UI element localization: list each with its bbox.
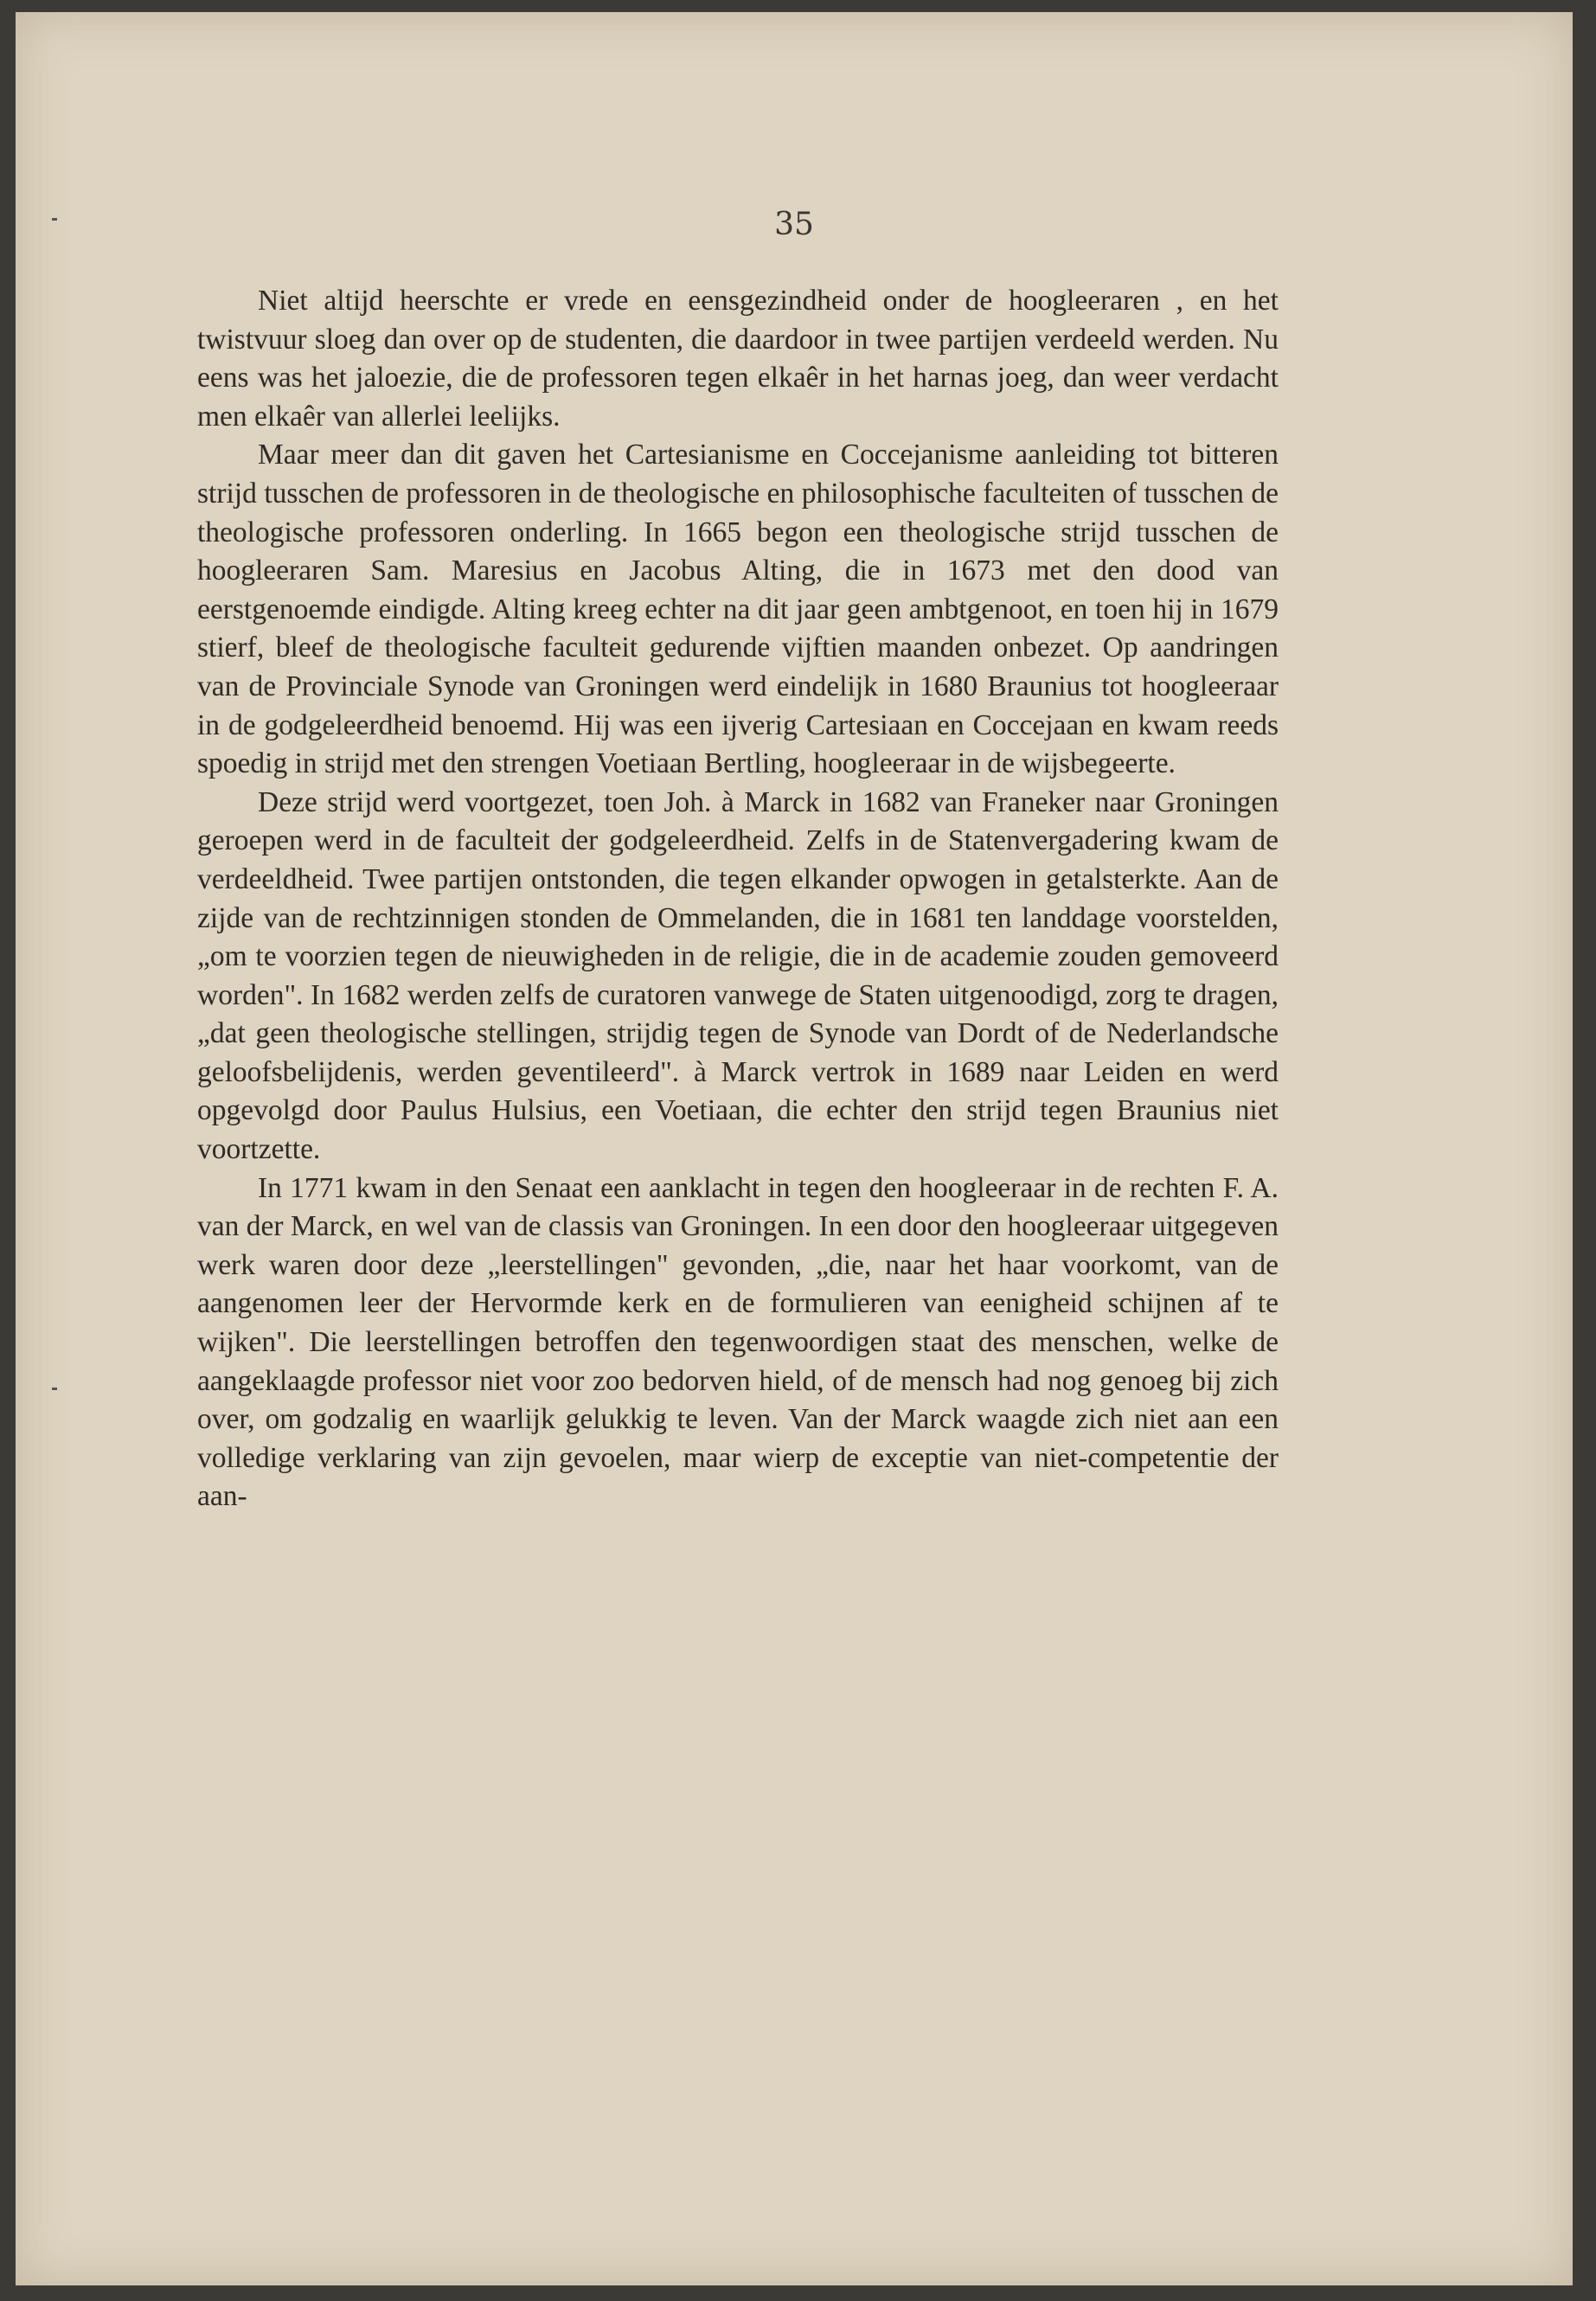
paragraph: Deze strijd werd voortgezet, toen Joh. à Marck in 1682 van Franeker naar Groningen geroepen werd in de faculteit der godgeleerdheid. Zelfs in de Statenvergadering kwam de verdeeldheid. Twee partijen ontstonden, die tegen elkander opwogen in getalsterkte. Aan de zijde van de rechtzinnigen stonden de Ommelanden, die in 1681 ten landdage voorstelden, „om te voorzien tegen de nieuwigheden in de religie, die in de academie zouden gemoveerd worden". In 1682 werden zelfs de curatoren vanwege de Staten uitgenoodigd, zorg te dragen, „dat geen theologische stellingen, strijdig tegen de Synode van Dordt of de Nederlandsche geloofsbelijdenis, werden geventileerd". à Marck vertrok in 1689 naar Leiden en werd opgevolgd door Paulus Hulsius, een Voetiaan, die echter den strijd tegen Braunius niet voortzette. xyxy=(197,785,1279,1166)
body-text xyxy=(197,282,1279,1516)
paragraph: Maar meer dan dit gaven het Cartesianisme en Coccejanisme aanleiding tot bitteren strijd tusschen de professoren in de theologische en philosophische faculteiten of tusschen de theologische professoren onderling. In 1665 begon een theologische strijd tusschen de hoogleeraren Sam. Maresius en Jacobus Alting, die in 1673 met den dood van eerstgenoemde eindigde. Alting kreeg echter na dit jaar geen ambtgenoot, en toen hij in 1679 stierf, bleef de theologische faculteit gedurende vijftien maanden onbezet. Op aandringen van de Provinciale Synode van Groningen werd eindelijk in 1680 Braunius tot hoogleeraar in de godgeleerdheid benoemd. Hij was een ijverig Cartesiaan en Coccejaan en kwam reeds spoedig in strijd met den strengen Voetiaan Bertling, hoogleeraar in de wijsbegeerte. xyxy=(197,439,1279,780)
paragraph: Niet altijd heerschte er vrede en eensgezindheid onder de hoogleeraren , en het twistvuur sloeg dan over op de studenten, die daardoor in twee partijen verdeeld werden. Nu eens was het jaloezie, die de professoren tegen elkaêr in het harnas joeg, dan weer verdacht men elkaêr van allerlei leelijks. xyxy=(197,285,1279,433)
book-page xyxy=(16,12,1573,2285)
margin-mark xyxy=(52,1388,57,1390)
page-number: 35 xyxy=(774,207,814,242)
paragraph: In 1771 kwam in den Senaat een aanklacht in tegen den hoogleeraar in de rechten F. A. van der Marck, en wel van de classis van Groningen. In een door den hoogleeraar uitgegeven werk waren door deze „leerstellingen" gevonden, „die, naar het haar voorkomt, van de aangenomen leer der Hervormde kerk en de formulieren van eenigheid schijnen af te wijken". Die leerstellingen betroffen den tegenwoordigen staat des menschen, welke de aangeklaagde professor niet voor zoo bedorven hield, of de mensch had nog genoeg bij zich over, om godzalig en waarlijk gelukkig te leven. Van der Marck waagde zich niet aan een volledige verklaring van zijn gevoelen, maar wierp de exceptie van niet-competentie der aan- xyxy=(197,1171,1279,1513)
